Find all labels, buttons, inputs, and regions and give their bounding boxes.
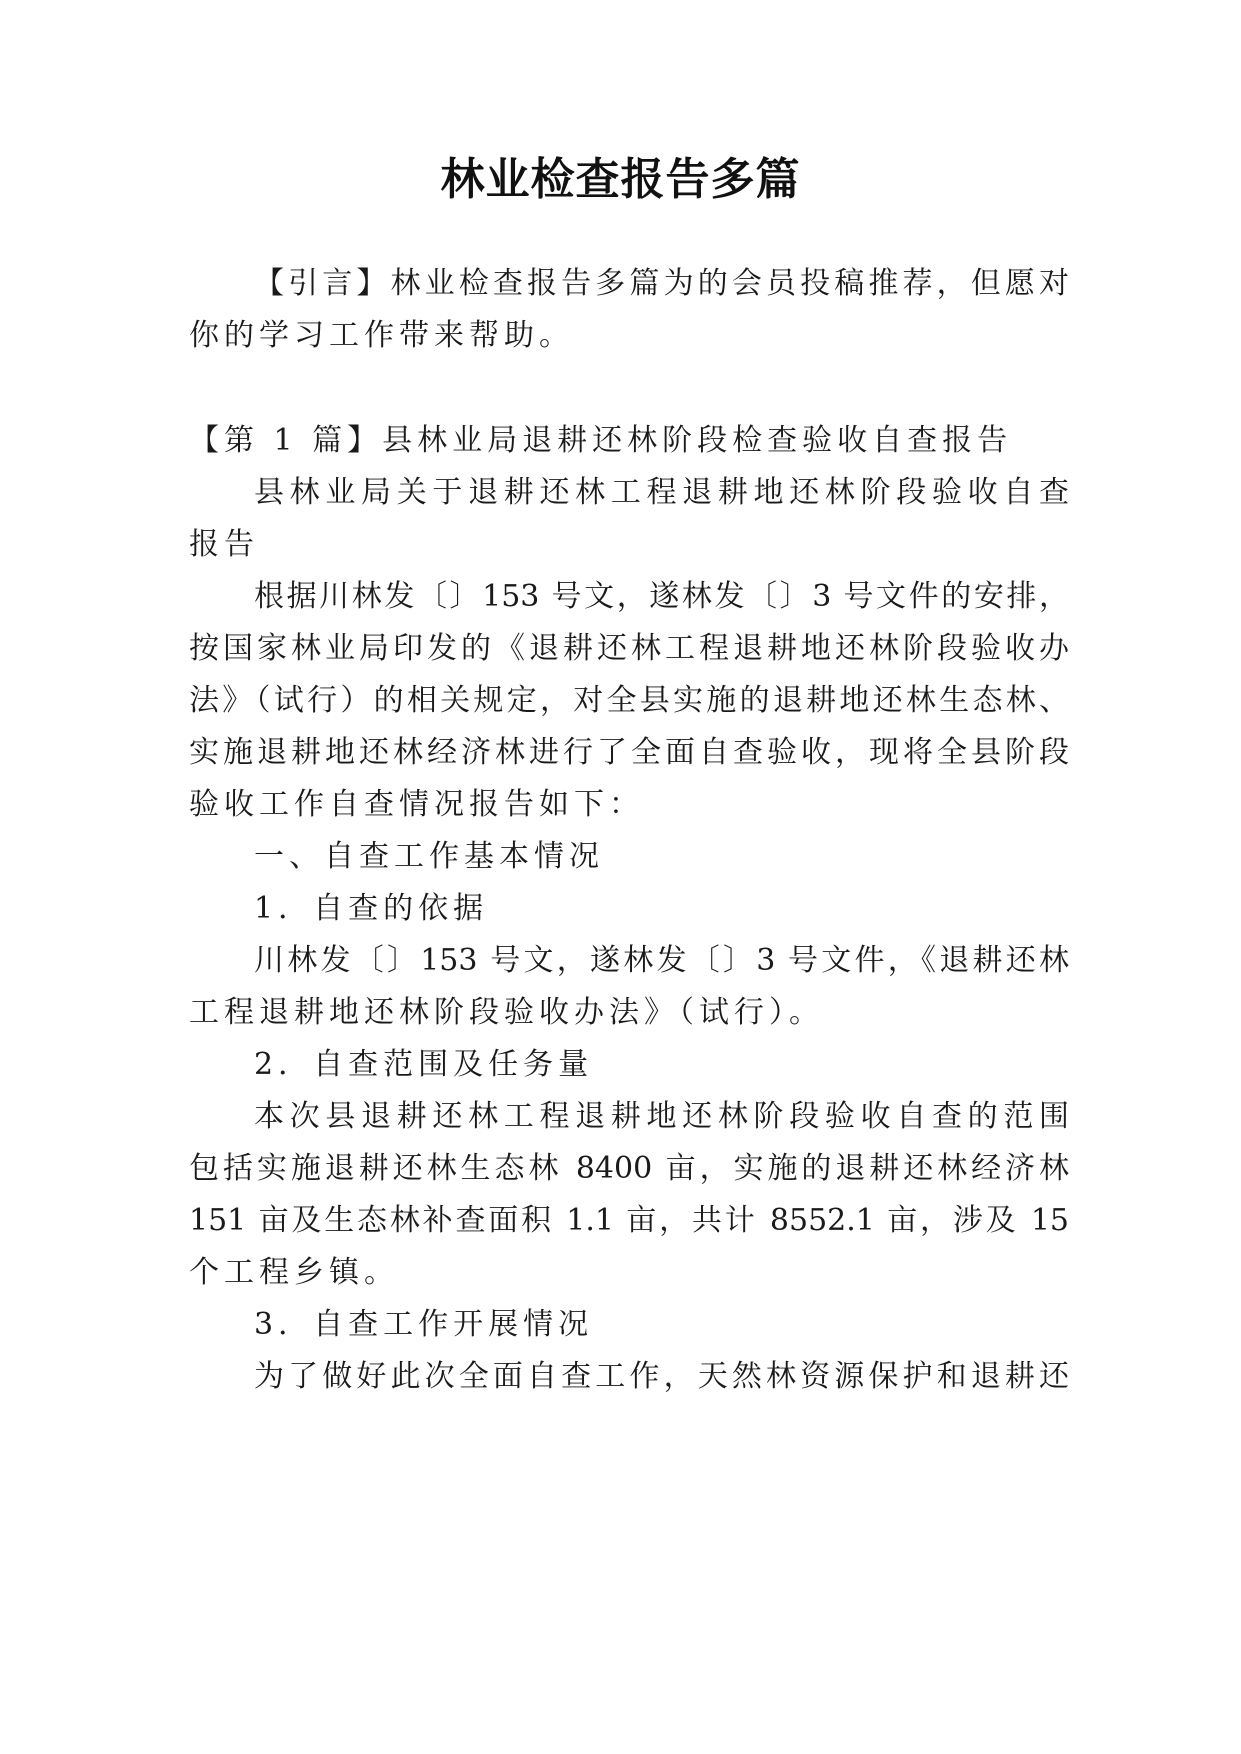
paragraph-line: 验收工作自查情况报告如下：: [189, 787, 644, 822]
subheading: 2．自查范围及任务量: [254, 1047, 594, 1082]
subheading: 3．自查工作开展情况: [254, 1307, 594, 1342]
paragraph-line: 报告: [189, 527, 259, 562]
subheading: 一、自查工作基本情况: [254, 839, 604, 874]
paragraph-line: 包括实施退耕还林生态林 8400 亩，实施的退耕还林经济林: [189, 1151, 1069, 1186]
paragraph-line: 按国家林业局印发的《退耕还林工程退耕地还林阶段验收办: [189, 631, 1069, 666]
paragraph-line: 实施退耕地还林经济林进行了全面自查验收，现将全县阶段: [189, 735, 1069, 770]
paragraph-line: 151 亩及生态林补查面积 1.1 亩，共计 8552.1 亩，涉及 15: [189, 1203, 1069, 1238]
document-title: 林业检查报告多篇: [440, 154, 801, 205]
paragraph-line: 为了做好此次全面自查工作，天然林资源保护和退耕还: [254, 1359, 1069, 1394]
intro-line-2: 你的学习工作带来帮助。: [189, 318, 574, 353]
paragraph-line: 工程退耕地还林阶段验收办法》（试行）。: [189, 995, 824, 1030]
subheading: 1．自查的依据: [254, 891, 489, 926]
paragraph-line: 法》（试行）的相关规定，对全县实施的退耕地还林生态林、: [189, 683, 1069, 718]
paragraph-line: 根据川林发〔〕153 号文，遂林发〔〕3 号文件的安排，: [254, 579, 1069, 614]
paragraph-line: 本次县退耕还林工程退耕地还林阶段验收自查的范围: [254, 1099, 1069, 1134]
paragraph-line: 个工程乡镇。: [189, 1255, 399, 1290]
paragraph-line: 县林业局关于退耕还林工程退耕地还林阶段验收自查: [254, 475, 1069, 510]
section-heading-1: 【第 1 篇】县林业局退耕还林阶段检查验收自查报告: [189, 423, 1013, 458]
paragraph-line: 川林发〔〕153 号文，遂林发〔〕3 号文件，《退耕还林: [254, 943, 1069, 978]
intro-line-1: 【引言】林业检查报告多篇为的会员投稿推荐，但愿对: [254, 266, 1069, 301]
